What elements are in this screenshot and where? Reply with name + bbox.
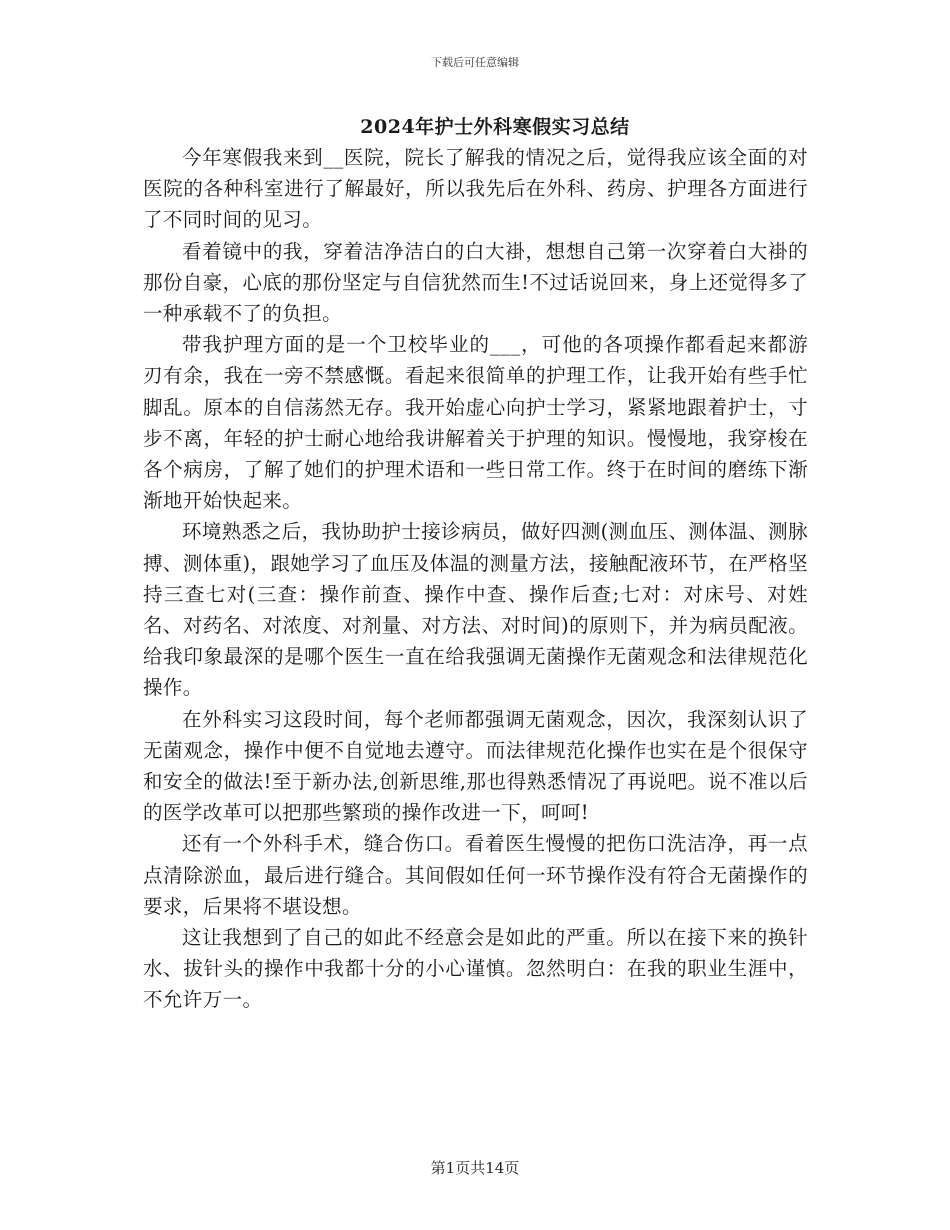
paragraph: 还有一个外科手术，缝合伤口。看着医生慢慢的把伤口洗洁净，再一点点清除淤血，最后进行缝合。其间假如任何一环节操作没有符合无菌操作的要求，后果将不堪设想。 bbox=[143, 832, 808, 918]
page-number: 第1页共14页 bbox=[430, 1159, 520, 1177]
paragraph: 带我护理方面的是一个卫校毕业的___，可他的各项操作都看起来都游刃有余，我在一旁不禁感慨。看起来很简单的护理工作，让我开始有些手忙脚乱。原本的自信荡然无存。我开始虚心向护士学习，紧紧地跟着护士，寸步不离，年轻的护士耐心地给我讲解着关于护理的知识。慢慢地，我穿梭在各个病房，了解了她们的护理术语和一些日常工作。终于在时间的磨练下渐渐地开始快起来。 bbox=[143, 333, 808, 513]
paragraph: 这让我想到了自己的如此不经意会是如此的严重。所以在接下来的换针水、拔针头的操作中我都十分的小心谨慎。忽然明白：在我的职业生涯中，不允许万一。 bbox=[143, 926, 808, 1012]
document-body bbox=[143, 142, 808, 1016]
paragraph: 在外科实习这段时间，每个老师都强调无菌观念，因次，我深刻认识了无菌观念，操作中便不自觉地去遵守。而法律规范化操作也实在是个很保守和安全的做法!至于新办法,创新思维,那也得熟悉情况了再说吧。说不准以后的医学改革可以把那些繁琐的操作改进一下，呵呵! bbox=[143, 707, 808, 825]
paragraph: 环境熟悉之后，我协助护士接诊病员，做好四测(测血压、测体温、测脉搏、测体重)，跟她学习了血压及体温的测量方法，接触配液环节，在严格坚持三查七对(三查：操作前查、操作中查、操作后查;七对：对床号、对姓名、对药名、对浓度、对剂量、对方法、对时间)的原则下，并为病员配液。给我印象最深的是哪个医生一直在给我强调无菌操作无菌观念和法律规范化操作。 bbox=[143, 520, 808, 700]
document-title: 2024年护士外科寒假实习总结 bbox=[360, 116, 630, 138]
paragraph: 今年寒假我来到__医院，院长了解我的情况之后，觉得我应该全面的对医院的各种科室进行了解最好，所以我先后在外科、药房、护理各方面进行了不同时间的见习。 bbox=[143, 146, 808, 232]
paragraph: 看着镜中的我，穿着洁净洁白的白大褂，想想自己第一次穿着白大褂的那份自豪，心底的那份坚定与自信犹然而生!不过话说回来，身上还觉得多了一种承载不了的负担。 bbox=[143, 239, 808, 326]
page-header-note: 下载后可任意编辑 bbox=[431, 56, 519, 69]
